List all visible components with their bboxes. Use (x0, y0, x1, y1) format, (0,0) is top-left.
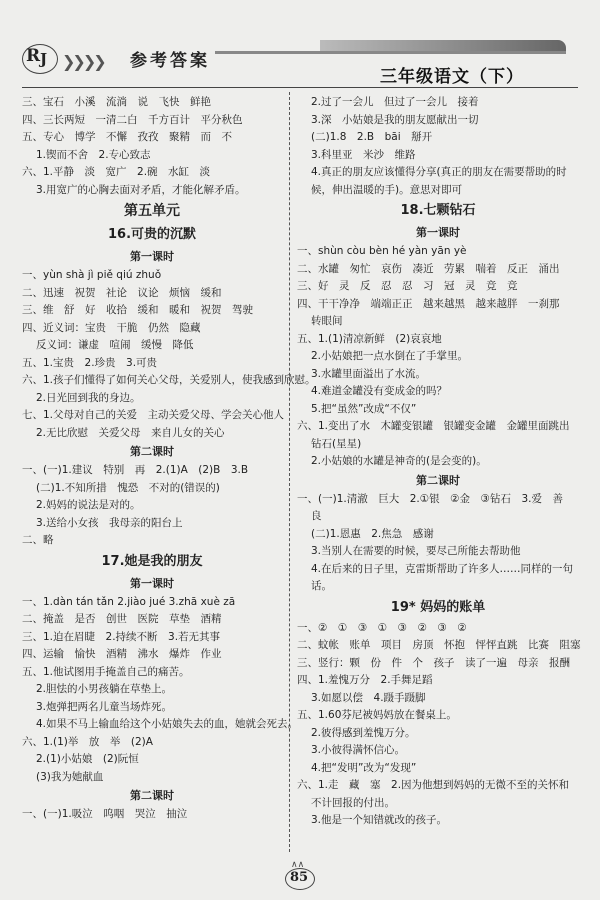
answer-line-indented: 4.真正的朋友应该懂得分享(真正的朋友在需要帮助的时 (311, 166, 567, 178)
answer-line-indented: 3.当别人在需要的时候，要尽己所能去帮助他 (311, 545, 521, 557)
answer-line-indented: 3.送给小女孩 我母亲的阳台上 (36, 516, 183, 529)
answer-line: 六、1.平静 淡 宽广 2.碗 水缸 淡 (22, 166, 211, 178)
answer-line: 七、1.父母对自己的关爱 主动关爱父母、学会关心他人 (22, 409, 285, 421)
answer-line-indented: (二)1.不知所措 愧恐 不对的(错误的) (36, 481, 220, 494)
answer-line: 四、近义词：宝贵 干脆 仍然 隐藏 (22, 321, 201, 334)
answer-line-indented: 3.水罐里面溢出了水流。 (311, 367, 427, 380)
column-divider (289, 92, 291, 852)
answer-line-indented: 2.彼得感到羞愧万分。 (311, 726, 416, 739)
answer-line-indented: 良 (311, 510, 322, 522)
lesson-heading: 18.七颗钻石 (400, 203, 476, 218)
page-number-badge (276, 862, 322, 892)
answer-line-indented: 4.难道金罐没有变成金的吗？ (311, 385, 448, 397)
answer-line: 六、1.(1)举 放 举 (2)A (22, 735, 153, 748)
answer-line: 二、略 (22, 534, 54, 546)
answer-line: 一、shùn còu bèn hé yàn yān yè (297, 245, 467, 257)
answer-line-indented: 话。 (311, 580, 332, 592)
answer-line: 四、三长两短 一清二白 千方百计 平分秋色 (22, 113, 243, 126)
page-number: 85 (289, 870, 309, 885)
answer-line: 一、② ① ③ ① ③ ② ③ ② (297, 621, 467, 634)
lesson-heading: 17.她是我的朋友 (101, 553, 203, 569)
answer-line-indented: 3.用宽广的心胸去面对矛盾，才能化解矛盾。 (36, 183, 246, 196)
page-header (0, 0, 600, 95)
answer-line: 六、1.孩子们懂得了如何关心父母，关爱别人，使我感到欣慰。 (22, 374, 316, 386)
header-rule (22, 87, 578, 88)
answer-line: 五、1.60芬尼被妈妈放在餐桌上。 (297, 709, 457, 721)
answer-line: 一、(一)1.吸泣 呜咽 哭泣 抽泣 (22, 808, 188, 820)
rabbit-ears-icon: ∧∧ (291, 860, 305, 870)
answer-line: 三、维 舒 好 收拾 缓和 暖和 祝贺 驾驶 (22, 304, 253, 316)
answer-line: 五、1.他试图用手掩盖自己的痛苦。 (22, 665, 190, 678)
unit-heading: 第五单元 (124, 203, 180, 219)
answer-line: 四、1.羞愧万分 2.手舞足蹈 (297, 674, 433, 686)
answer-line-indented: 2.日光回到我的身边。 (36, 391, 141, 404)
answer-line-indented: 3.他是一个知错就改的孩子。 (311, 814, 448, 826)
answer-line: 二、掩盖 是否 创世 医院 草垫 酒精 (22, 613, 222, 625)
lesson-period-heading: 第一课时 (130, 576, 174, 590)
answer-line: 三、宝石 小溪 流淌 说 飞快 鲜艳 (22, 96, 211, 108)
chevron-arrows-icon: ❯❯❯❯ (62, 52, 104, 71)
lesson-period-heading: 第二课时 (130, 445, 174, 458)
answer-line-indented: 4.在后来的日子里，克雷斯帮助了许多人……同样的一句 (311, 562, 574, 575)
answer-line-indented: 3.小彼得满怀信心。 (311, 744, 406, 756)
answer-line-indented: 3.科里亚 米沙 维路 (311, 148, 416, 161)
answer-line-indented: 2.妈妈的说法是对的。 (36, 499, 141, 511)
answer-line-indented: (二)1.8 2.B bāi 掰开 (311, 131, 433, 143)
answer-line-indented: 不计回报的付出。 (311, 796, 395, 809)
answer-line: 一、(一)1.清澈 巨大 2.①银 ②金 ③钻石 3.爱 善 (297, 492, 563, 505)
lesson-period-heading: 第二课时 (416, 473, 460, 487)
answer-line: 三、好 灵 反 忍 忍 习 冠 灵 竞 竞 (297, 280, 518, 292)
answer-line-indented: 转眼间 (311, 315, 343, 327)
logo-letter-j: J (40, 50, 48, 68)
header-band-line (215, 51, 566, 54)
answer-line: 二、水罐 匆忙 哀伤 凑近 劳累 喘着 反正 涌出 (297, 262, 560, 275)
answer-line: 五、1.(1)清凉新鲜 (2)哀哀地 (297, 332, 442, 345)
answer-line-indented: 2.小姑娘把一点水倒在了手掌里。 (311, 350, 469, 362)
answer-line-indented: 2.小姑娘的水罐是神奇的(是会变的)。 (311, 455, 487, 467)
answer-line: 六、1.走 藏 塞 2.因为他想到妈妈的无微不至的关怀和 (297, 779, 570, 791)
section-title: 参考答案 (130, 51, 210, 71)
logo-letter-r: R (26, 46, 41, 66)
book-title: 三年级语文（下） (380, 67, 524, 87)
answer-line-indented: 2.过了一会儿 但过了一会儿 接着 (311, 96, 479, 108)
answer-line: 三、1.迫在眉睫 2.持续不断 3.若无其事 (22, 630, 221, 643)
lesson-period-heading: 第一课时 (130, 250, 174, 263)
answer-line-indented: 2.无比欣慰 关爱父母 来自儿女的关心 (36, 426, 225, 439)
answer-line-indented: 2.胆怯的小男孩躺在草垫上。 (36, 683, 173, 695)
lesson-period-heading: 第一课时 (416, 226, 460, 239)
answer-line: 一、yùn shà jì piě qiú zhuǒ (22, 269, 162, 281)
answer-line-indented: 3.炮弹把两名儿童当场炸死。 (36, 700, 173, 713)
answer-line: 四、干干净净 端端正正 越来越黑 越来越胖 一刹那 (297, 297, 560, 310)
answer-line-indented: 候，伸出温暖的手)。意思对即可 (311, 183, 463, 196)
answer-line: 五、专心 博学 不懈 孜孜 聚精 而 不 (22, 131, 232, 143)
answer-line: 四、运输 愉快 酒精 沸水 爆炸 作业 (22, 648, 222, 660)
answer-line: 一、(一)1.建议 特别 再 2.(1)A (2)B 3.B (22, 464, 249, 476)
lesson-heading: 19* 妈妈的账单 (390, 599, 486, 615)
answer-line-indented: (二)1.恩惠 2.焦急 感谢 (311, 527, 434, 540)
left-column (22, 94, 316, 824)
answer-line-indented: 4.把“发明”改为“发现” (311, 761, 417, 774)
answer-line-indented: 5.把“虽然”改成“不仅” (311, 402, 417, 415)
lesson-heading: 16.可贵的沉默 (107, 227, 197, 242)
answer-line-indented: 3.深 小姑娘是我的朋友愿献出一切 (311, 113, 479, 126)
answer-line: 二、蚊帐 账单 项目 房顶 怀抱 怦怦直跳 比赛 阻塞 (297, 639, 581, 651)
answer-line-indented: 钻石(星星) (311, 437, 362, 450)
answer-line-indented: 4.如果不马上输血给这个小姑娘失去的血，她就会死去。 (36, 718, 299, 730)
answer-line: 五、1.宝贵 2.珍贵 3.可贵 (22, 356, 158, 369)
answer-line: 六、1.变出了水 木罐变银罐 银罐变金罐 金罐里面跳出 (297, 420, 570, 432)
answer-line-indented: 反义词：谦虚 喧闹 缓慢 降低 (36, 339, 194, 351)
answer-line: 二、迅速 祝贺 社论 议论 烦恼 缓和 (22, 286, 222, 299)
answer-line-indented: 3.如愿以偿 4.蹑手蹑脚 (311, 691, 426, 704)
answer-line-indented: 2.(1)小姑娘 (2)阮恒 (36, 753, 139, 765)
answer-line-indented: (3)我为她献血 (36, 770, 104, 783)
answer-line: 一、1.dàn tán tǎn 2.jiào jué 3.zhā xuè zā (22, 595, 236, 608)
answer-line: 三、竖行：颗 份 件 个 孩子 读了一遍 母亲 报酬 (297, 656, 570, 669)
publisher-logo (26, 46, 56, 70)
right-column (297, 94, 579, 830)
lesson-period-heading: 第二课时 (130, 789, 174, 802)
answer-line-indented: 1.锲而不舍 2.专心致志 (36, 148, 151, 161)
